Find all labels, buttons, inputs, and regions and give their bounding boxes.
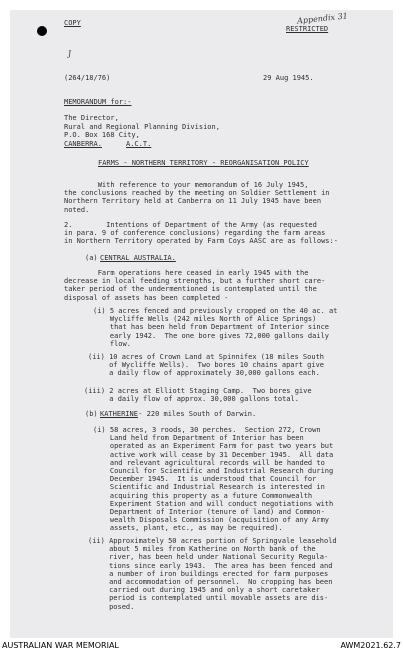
addressee-territory: A.C.T.	[126, 139, 152, 148]
restricted-stamp: RESTRICTED	[286, 25, 329, 33]
section-a-item-iii: (iii) 2 acres at Elliott Staging Camp. Two bores give a daily flow of approx. 30,000 gallons total.	[84, 387, 312, 404]
memo-title: FARMS - NORTHERN TERRITORY - REORGANISATION POLICY	[98, 159, 309, 167]
reference-number: (264/18/76)	[64, 74, 111, 82]
section-b-title: KATHERINE	[100, 410, 138, 418]
handwritten-note: Appendix 31	[296, 11, 349, 26]
section-b-item-ii: (ii) Approximately 50 acres portion of Springvale leasehold about 5 miles from Katherine on North bank of the river, has been held under National Security Regula- tions since early 1943. The area has been fenced and a number of iron buildings erected for farm purposes and accommodation of personnel. No cropping has been carried out during 1945 and only a short caretaker period is contemplated until movable assets are dis- posed.	[88, 537, 337, 611]
addressee-line: Rural and Regional Planning Division,	[64, 122, 220, 131]
paragraph-intro: With reference to your memorandum of 16 July 1945, the conclusions reached by the meeting on Soldier Settlement in Northern Territory held at Canberra on 11 July 1945 have been noted.	[64, 181, 330, 214]
archive-footer	[0, 641, 403, 653]
archive-name: AUSTRALIAN WAR MEMORIAL	[2, 641, 119, 650]
archive-id: AWM2021.62.7	[340, 641, 401, 650]
section-a-label: (a)	[85, 254, 98, 262]
section-b-label: (b)	[85, 410, 98, 418]
paragraph-2: 2. Intentions of Department of the Army (as requested in para. 9 of conference conclusions) regarding the farm areas in Northern Territory operated by Farm Coys AASC are as follows:-	[64, 221, 338, 246]
section-a-item-ii: (ii) 10 acres of Crown Land at Spinnifex (18 miles South of Wycliffe Wells). Two bores 10 chains apart give a daily flow of approximately 30,000 gallons each.	[88, 353, 325, 378]
memo-date: 29 Aug 1945.	[263, 74, 314, 82]
addressee-city: CANBERRA.	[64, 139, 102, 148]
handwritten-mark: J	[67, 48, 72, 59]
section-a-body: Farm operations here ceased in early 1945 with the decrease in local feeding strengths, but a further short care- taker period of the undermentioned is contemplated until the disposal of assets has been completed -	[64, 269, 326, 302]
copy-stamp: COPY	[64, 19, 81, 27]
addressee-line: The Director,	[64, 114, 119, 122]
memo-label: MEMORANDUM for:-	[64, 98, 132, 106]
punch-hole	[37, 26, 47, 36]
section-a-title: CENTRAL AUSTRALIA.	[100, 254, 176, 262]
section-b-location: - 220 miles South of Darwin.	[134, 410, 257, 418]
section-b-item-i: (i) 58 acres, 3 roods, 30 perches. Section 272, Crown Land held from Department of Interior has been operated as an Experiment Farm for past two years but active work will cease by 31 December 1945. All data and relevant agricultural records will be handed to Council for Scientific and Industrial Research during December 1945. It is understood that Council for Scientific and Industrial Research is interested in acquiring this property as a future Commonwealth Experiment Station and will conduct negotiations with Department of Interior (tenure of land) and Common- wealth Disposals Commission (acquisition of any Army assets, plant, etc., as may be required).	[93, 426, 334, 533]
section-a-item-i: (i) 5 acres fenced and previously cropped on the 40 ac. at Wycliffe Wells (242 miles North of Alice Springs) that has been held from Department of Interior since early 1942. The one bore gives 72,000 gallons daily flow.	[93, 307, 338, 348]
addressee-line: P.O. Box 168 City,	[64, 131, 140, 139]
